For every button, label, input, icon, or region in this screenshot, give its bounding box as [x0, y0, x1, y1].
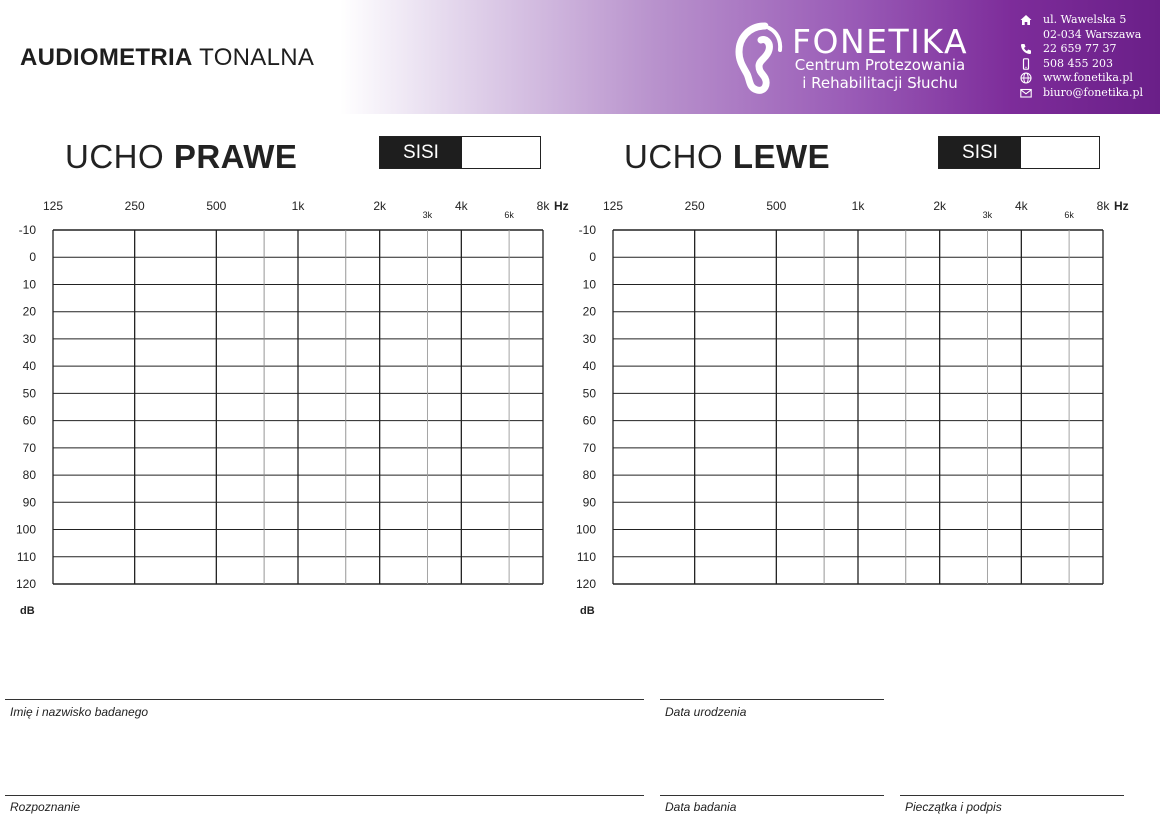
- right-y-tick-label: 50: [22, 386, 36, 401]
- right-ear-title-bold: PRAWE: [173, 138, 298, 175]
- globe-icon: [1020, 72, 1032, 84]
- right-y-tick-label: 70: [22, 440, 36, 455]
- right-y-tick-label: 0: [29, 250, 36, 265]
- name-field-line[interactable]: [5, 699, 644, 700]
- right-y-tick-label: 10: [22, 277, 36, 292]
- right-y-unit-label: dB: [20, 605, 35, 617]
- right-x-tick-label: 4k: [454, 199, 468, 213]
- left-y-tick-label: 110: [576, 549, 596, 564]
- right-ear-title: [65, 138, 297, 176]
- right-y-tick-label: 20: [22, 304, 36, 319]
- left-y-tick-label: 60: [582, 413, 596, 428]
- left-y-tick-label: 70: [582, 440, 596, 455]
- contact-city: 02-034 Warszawa: [1043, 27, 1142, 41]
- right-x-minor-tick-label: 6k: [504, 210, 514, 220]
- brand-subtitle: [785, 56, 975, 92]
- exam-date-field-label: Data badania: [665, 800, 737, 814]
- ear-logo-icon: [735, 22, 783, 94]
- left-y-tick-label: 120: [575, 577, 596, 591]
- left-x-tick-label: 2k: [933, 199, 947, 213]
- right-x-unit-label: Hz: [554, 199, 569, 213]
- brand-subtitle-line2: i Rehabilitacji Słuchu: [802, 74, 958, 92]
- right-x-tick-label: 8k: [536, 199, 550, 213]
- right-x-tick-label: 1k: [291, 199, 305, 213]
- left-x-tick-label: 250: [684, 199, 705, 213]
- contact-street: ul. Wawelska 5: [1043, 13, 1127, 26]
- diagnosis-field-label: Rozpoznanie: [10, 800, 81, 814]
- right-y-tick-label: 40: [22, 359, 36, 374]
- right-y-tick-label: 100: [15, 522, 36, 537]
- document-title-light: TONALNA: [199, 44, 315, 71]
- right-x-tick-label: 500: [206, 199, 227, 213]
- right-y-tick-label: -10: [18, 223, 36, 237]
- left-x-unit-label: Hz: [1114, 199, 1129, 213]
- stamp-field-label: Pieczątka i podpis: [905, 800, 1002, 814]
- left-y-tick-label: 10: [582, 277, 596, 292]
- left-y-tick-label: -10: [578, 223, 596, 237]
- right-y-tick-label: 110: [16, 549, 36, 564]
- left-ear-sisi-field[interactable]: [1021, 137, 1099, 168]
- contact-email: biuro@fonetika.pl: [1043, 85, 1144, 99]
- document-title-bold: AUDIOMETRIA: [20, 44, 193, 71]
- right-ear-sisi-box: [379, 136, 541, 169]
- left-y-tick-label: 20: [582, 304, 596, 319]
- stamp-field-line[interactable]: [900, 795, 1124, 796]
- left-y-tick-label: 80: [582, 468, 596, 483]
- left-y-tick-label: 30: [582, 331, 596, 346]
- right-ear-audiogram-svg[interactable]: [0, 195, 575, 625]
- left-ear-title-bold: LEWE: [732, 138, 831, 175]
- right-x-tick-label: 250: [124, 199, 145, 213]
- birth-date-field-line[interactable]: [660, 699, 884, 700]
- exam-date-field-line[interactable]: [660, 795, 884, 796]
- right-y-tick-label: 90: [22, 495, 36, 510]
- right-ear-title-light: UCHO: [65, 138, 165, 175]
- left-x-tick-label: 500: [766, 199, 787, 213]
- phone-icon: [1020, 43, 1032, 55]
- document-title: [20, 44, 314, 72]
- right-y-tick-label: 120: [15, 577, 36, 591]
- contact-mobile: 508 455 203: [1043, 56, 1113, 70]
- left-x-tick-label: 8k: [1096, 199, 1110, 213]
- left-y-unit-label: dB: [580, 605, 595, 617]
- mobile-icon: [1020, 58, 1032, 70]
- left-y-tick-label: 0: [589, 250, 596, 265]
- mail-icon: [1020, 87, 1032, 99]
- right-ear-sisi-field[interactable]: [462, 137, 540, 168]
- left-y-tick-label: 50: [582, 386, 596, 401]
- contact-website: www.fonetika.pl: [1043, 71, 1133, 84]
- right-y-tick-label: 30: [22, 331, 36, 346]
- right-y-tick-label: 60: [22, 413, 36, 428]
- right-ear-audiogram[interactable]: [0, 195, 575, 630]
- left-ear-audiogram[interactable]: [560, 195, 1135, 630]
- right-x-tick-label: 2k: [373, 199, 387, 213]
- left-ear-title-light: UCHO: [624, 138, 724, 175]
- right-x-minor-tick-label: 3k: [422, 210, 433, 220]
- right-x-tick-label: 125: [42, 199, 64, 213]
- left-ear-audiogram-svg[interactable]: [560, 195, 1135, 625]
- left-y-tick-label: 90: [582, 495, 596, 510]
- left-x-tick-label: 1k: [851, 199, 865, 213]
- left-ear-sisi-label: SISI: [939, 137, 1021, 168]
- left-x-minor-tick-label: 3k: [982, 210, 993, 220]
- contact-phone: 22 659 77 37: [1043, 42, 1117, 55]
- right-y-tick-label: 80: [22, 468, 36, 483]
- left-ear-title: [624, 138, 830, 176]
- brand-subtitle-line1: Centrum Protezowania: [794, 56, 966, 74]
- left-x-tick-label: 125: [602, 199, 624, 213]
- right-ear-sisi-label: SISI: [380, 137, 462, 168]
- left-y-tick-label: 100: [575, 522, 596, 537]
- diagnosis-field-line[interactable]: [5, 795, 644, 796]
- brand-name: FONETIKA: [792, 22, 969, 61]
- right-audiogram-grid: [53, 230, 543, 584]
- home-icon: [1020, 14, 1032, 26]
- left-x-tick-label: 4k: [1014, 199, 1028, 213]
- left-audiogram-grid: [613, 230, 1103, 584]
- left-ear-sisi-box: [938, 136, 1100, 169]
- name-field-label: Imię i nazwisko badanego: [10, 705, 149, 719]
- birth-date-field-label: Data urodzenia: [665, 705, 747, 719]
- left-y-tick-label: 40: [582, 359, 596, 374]
- header: [0, 0, 1160, 114]
- left-x-minor-tick-label: 6k: [1064, 210, 1074, 220]
